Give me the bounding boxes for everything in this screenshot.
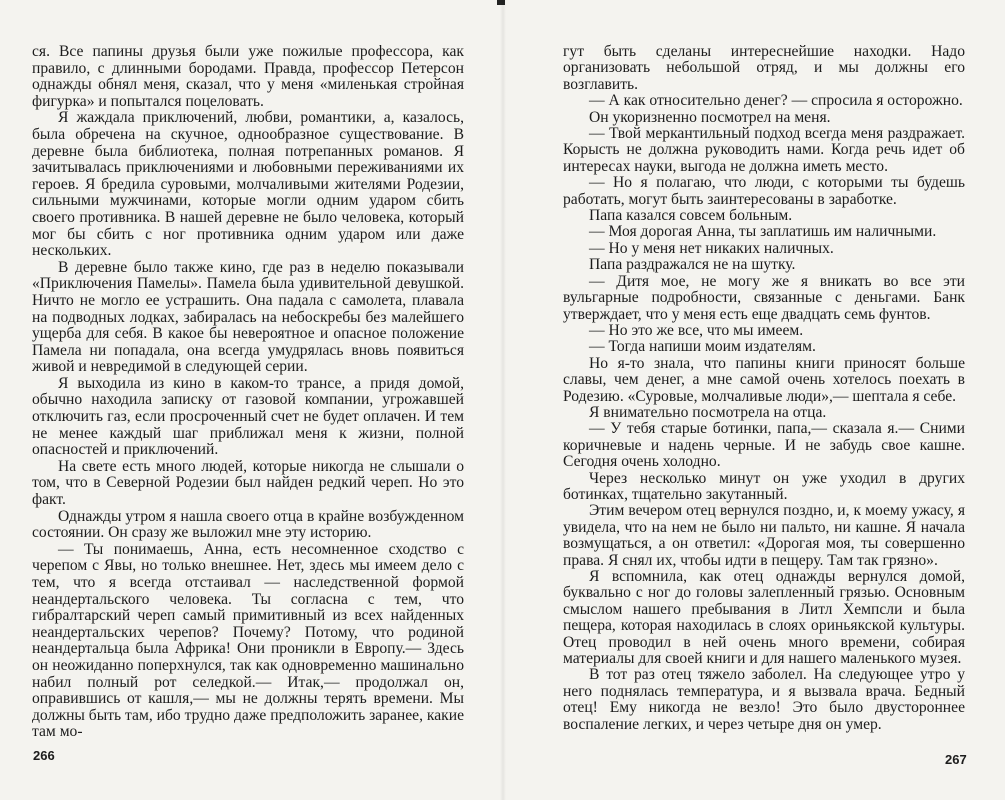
paragraph: — Моя дорогая Анна, ты заплатишь им наличными. <box>589 223 937 241</box>
paragraph: — У тебя старые ботинки, папа,— сказала я.— Сними коричневые и надень черные. И не забудь свое кашне. Сегодня очень холодно. <box>563 420 965 471</box>
paragraph: — Дитя мое, не могу же я вникать во все эти вульгарные подробности, связанные с деньгами. Банк утверждает, что у меня есть еще двадцать семь фунтов. <box>563 272 965 323</box>
paragraph: гут быть сделаны интереснейшие находки. Надо организовать небольшой отряд, и мы должны его возглавить. <box>563 43 965 93</box>
paragraph: Но я-то знала, что папины книги приносят больше славы, чем денег, а мне самой очень хотелось поехать в Родезию. «Суровые, молчаливые люди»,— шептала я себе. <box>563 354 965 405</box>
paragraph: — Твой меркантильный подход всегда меня раздражает. Корысть не должна руководить нами. Когда речь идет об интересах науки, выгода не должна иметь место. <box>563 125 965 175</box>
left-page <box>32 44 464 741</box>
page-number-right: 267 <box>945 752 967 767</box>
paragraph: Папа раздражался не на шутку. <box>589 256 796 274</box>
paragraph: Однажды утром я нашла своего отца в крайне возбужденном состоянии. Он сразу же выложил мне эту историю. <box>32 507 464 542</box>
paragraph: Я жаждала приключений, любви, романтики, а, казалось, была обречена на скучное, однообразное существование. В деревне была библиотека, полная потрепанных романов. Я зачитывалась приключениями и любовными переживаниями их героев. Я бредила суровыми, молчаливыми жителями Родезии, сильными мужчинами, которые могли одним ударом сбить своего противника. В нашей деревне не было человека, который мог бы сбить с ног противника одним ударом или даже нескольких. <box>32 109 464 260</box>
book-gutter <box>500 0 506 800</box>
paragraph: Он укоризненно посмотрел на меня. <box>589 108 831 126</box>
paragraph: — Но у меня нет никаких наличных. <box>589 239 834 257</box>
paragraph: — Тогда напиши моим издателям. <box>589 338 816 356</box>
paragraph: Папа казался совсем больным. <box>589 207 793 225</box>
paragraph: В деревне было также кино, где раз в неделю показывали «Приключения Памелы». Памела была удивительной девушкой. Ничто не могло ее устрашить. Она падала с самолета, плавала на подводных лодках, забиралась на небоскребы без малейшего ущерба для себя. В какое бы невероятное и опасное положение Памела ни попадала, она всегда умудрялась вновь появиться живой и невредимой в следующей серии. <box>32 258 464 376</box>
page-number-left: 266 <box>33 748 55 763</box>
paragraph: ся. Все папины друзья были уже пожилые профессора, как правило, с длинными бородами. Правда, профессор Петерсон однажды обнял меня, сказал, что у меня «миленькая стройная фигурка» и попытался поцеловать. <box>32 43 464 110</box>
paragraph: Я внимательно посмотрела на отца. <box>589 403 827 421</box>
paragraph: — Ты понимаешь, Анна, есть несомненное сходство с черепом с Явы, но только внешнее. Нет, здесь мы имеем дело с тем, что я всегда отстаивал — наследственной формой неандертальского человека. Ты согласна с тем, что гибралтарский череп самый примитивный из всех найденных неандертальских черепов? Почему? Потому, что родиной неандертальца была Африка! Они проникли в Европу.— Здесь он неожиданно поперхнулся, так как одновременно машинально набил полный рот селедкой.— Итак,— продолжал он, оправившись от кашля,— мы не должны терять времени. Мы должны быть там, ибо трудно даже предположить заранее, какие там мо- <box>32 540 464 741</box>
paragraph: Я вспомнила, как отец однажды вернулся домой, буквально с ног до головы залепленный грязью. Основным смыслом нашего пребывания в Литл Хемпсли и была пещера, которая находилась в слоях ориньякской культуры. Отец проводил в ней очень много времени, собирая материалы для своей книги и для нашего маленького музея. <box>563 568 965 668</box>
paragraph: Я выходила из кино в каком-то трансе, а придя домой, обычно находила записку от газовой компании, угрожавшей отключить газ, если просроченный счет не будет оплачен. И тем не менее каждый шаг приближал меня к жизни, полной опасностей и приключений. <box>32 374 464 459</box>
right-page <box>563 44 965 733</box>
paragraph: В тот раз отец тяжело заболел. На следующее утро у него поднялась температура, и я вызвала врача. Бедный отец! Ему никогда не везло! Это было двустороннее воспаление легких, и через четыре дня он умер. <box>563 666 965 733</box>
paragraph: — Но это же все, что мы имеем. <box>589 321 804 339</box>
paragraph: На свете есть много людей, которые никогда не слышали о том, что в Северной Родезии был найден редкий череп. Но это факт. <box>32 457 464 509</box>
paragraph: Этим вечером отец вернулся поздно, и, к моему ужасу, я увидела, что на нем не было ни пальто, ни кашне. Я начала возмущаться, а он ответил: «Дорогая моя, ты совершенно права. Я снял их, чтобы идти в пещеру. Там так грязно». <box>563 502 965 569</box>
paragraph: — Но я полагаю, что люди, с которыми ты будешь работать, могут быть заинтересованы в заработке. <box>563 174 965 208</box>
paragraph: Через несколько минут он уже уходил в других ботинках, тщательно закутанный. <box>563 469 965 503</box>
paragraph: — А как относительно денег? — спросила я осторожно. <box>589 92 963 110</box>
